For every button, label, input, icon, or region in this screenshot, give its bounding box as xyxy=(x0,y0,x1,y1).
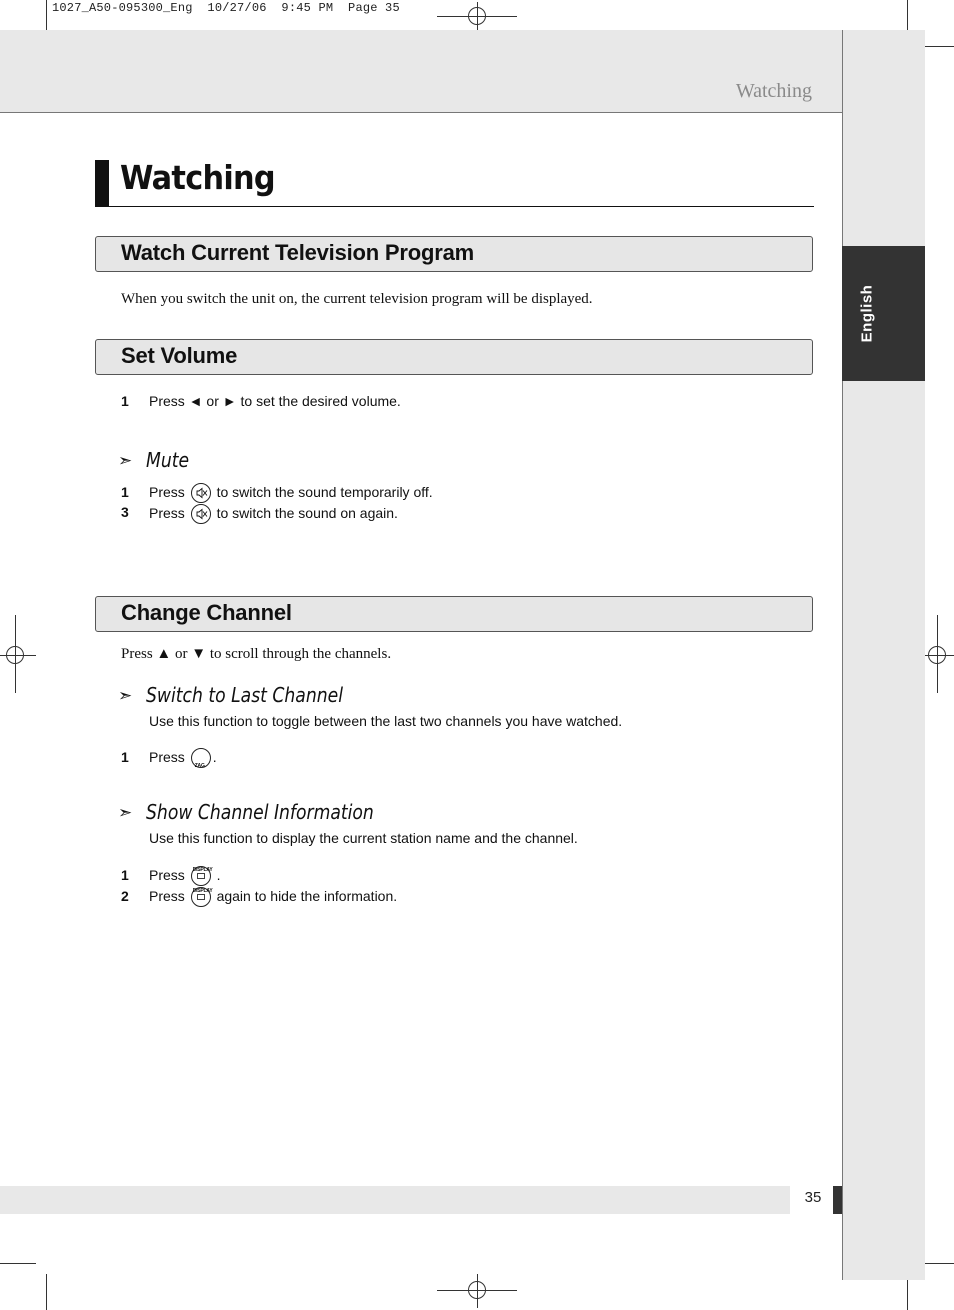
zag-button-icon xyxy=(191,748,211,768)
note-title-mute: Mute xyxy=(146,448,190,472)
step-number: 2 xyxy=(121,888,129,904)
page-title: Watching xyxy=(120,158,275,197)
step-press-text: Press xyxy=(149,505,185,521)
note-title-last-channel: Switch to Last Channel xyxy=(146,683,343,707)
mute-button-icon xyxy=(191,504,211,524)
mute-step-1 xyxy=(149,481,433,503)
header-band xyxy=(0,30,842,113)
page-number: 35 xyxy=(804,1189,822,1206)
last-channel-desc: Use this function to toggle between the last two channels you have watched. xyxy=(149,713,623,729)
language-tab-label-wrap xyxy=(842,246,892,381)
note-arrow-icon: ➣ xyxy=(118,451,133,470)
display-button-label: DISPLAY xyxy=(192,888,213,895)
title-marker-bar xyxy=(95,160,109,207)
mute-button-icon xyxy=(191,483,211,503)
note-arrow-icon: ➣ xyxy=(118,686,133,705)
step-rest-text: again to hide the information. xyxy=(216,888,398,904)
step-number: 1 xyxy=(121,867,129,883)
channel-info-desc: Use this function to display the current station name and the channel. xyxy=(149,830,578,846)
note-arrow-icon: ➣ xyxy=(118,803,133,822)
section-heading: Set Volume xyxy=(121,343,238,368)
footer-marker xyxy=(833,1186,842,1214)
step-number: 1 xyxy=(121,393,129,409)
step-number: 1 xyxy=(121,749,129,765)
section-heading: Watch Current Television Program xyxy=(121,240,475,265)
watch-body-text: When you switch the unit on, the current television program will be displayed. xyxy=(121,291,593,307)
section-heading: Change Channel xyxy=(121,600,292,625)
footer-band xyxy=(0,1186,790,1214)
section-header-watch xyxy=(95,236,813,272)
display-button-icon xyxy=(191,887,211,907)
note-title-channel-info: Show Channel Information xyxy=(146,800,374,824)
running-header-title: Watching xyxy=(735,80,812,102)
step-rest-text: to switch the sound on again. xyxy=(216,505,398,521)
section-header-volume xyxy=(95,339,813,375)
printer-slug: 1027_A50-095300_Eng 10/27/06 9:45 PM Page 35 xyxy=(52,1,400,15)
step-rest-text: . xyxy=(216,867,221,883)
step-number: 3 xyxy=(121,504,129,520)
step-press-text: Press xyxy=(149,888,185,904)
language-tab-label: English xyxy=(858,284,876,343)
step-rest-text: . xyxy=(212,749,217,765)
display-button-label: DISPLAY xyxy=(192,867,213,874)
step-press-text: Press xyxy=(149,484,185,500)
channel-info-step-2 xyxy=(149,885,397,907)
section-header-channel xyxy=(95,596,813,632)
mute-step-2 xyxy=(149,502,398,524)
step-rest-text: to switch the sound temporarily off. xyxy=(216,484,433,500)
zag-button-label: ZAG xyxy=(194,763,205,770)
side-strip xyxy=(842,30,925,1280)
step-press-text: Press xyxy=(149,867,185,883)
last-channel-step-1 xyxy=(149,746,217,768)
step-number: 1 xyxy=(121,484,129,500)
channel-body-text: Press ▲ or ▼ to scroll through the channels. xyxy=(121,646,392,662)
step-press-text: Press xyxy=(149,749,185,765)
volume-step-text: Press ◄ or ► to set the desired volume. xyxy=(149,393,401,409)
title-underline xyxy=(109,206,814,207)
